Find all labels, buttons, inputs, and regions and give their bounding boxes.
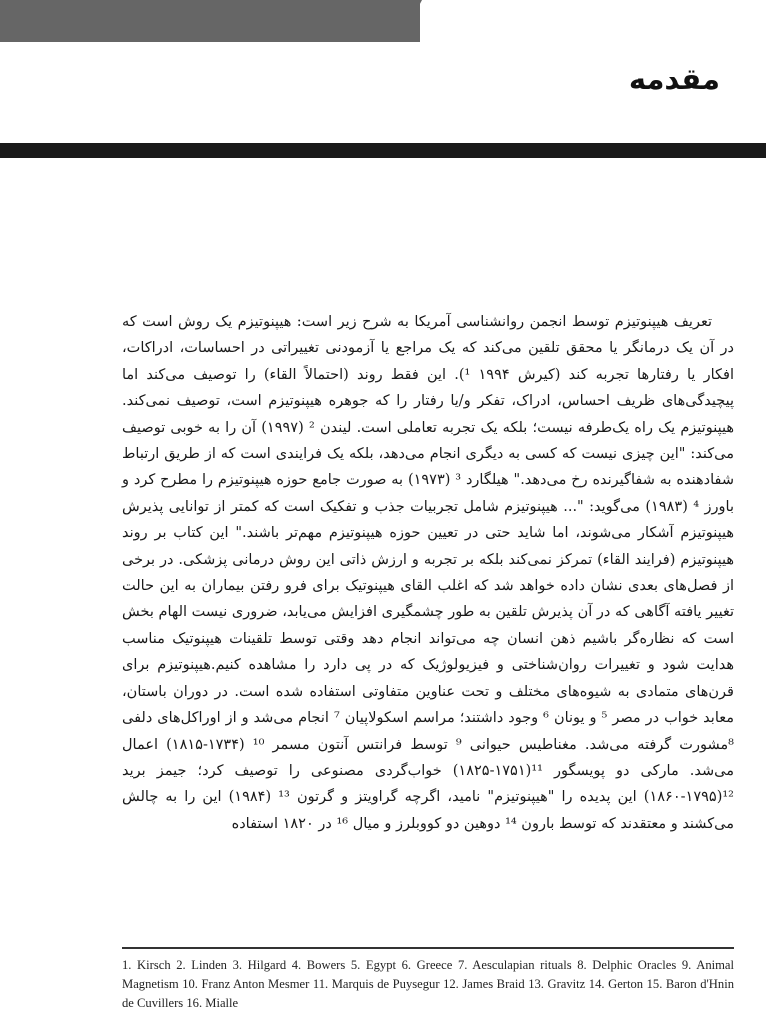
header-tab-bar	[0, 0, 420, 42]
body-text	[122, 309, 734, 837]
footnote-divider	[122, 947, 734, 949]
header-tab-corner	[400, 0, 422, 42]
header-rule	[0, 143, 766, 158]
footnotes: 1. Kirsch 2. Linden 3. Hilgard 4. Bowers 5. Egypt 6. Greece 7. Aesculapian rituals 8. Delphic Oracles 9. Animal Magnetism 10. Franz Anton Mesmer 11. Marquis de Puysegur 12. James Braid 13. Gravitz 14. Gerton 15. Baron d'Hnin de Cuvillers 16. Mialle	[122, 958, 734, 1010]
chapter-title: مقدمه	[628, 62, 720, 96]
body-paragraph: تعریف هیپنوتیزم توسط انجمن روانشناسی آمریکا به شرح زیر است: هیپنوتیزم یک روش است که در آن یک درمانگر یا محقق تلقین می‌کند که یک مراجع یا آزمودنی تغییراتی در احساسات، ادراکات، افکار یا رفتارها تجربه کند (کیرش ۱۹۹۴ ¹). این فقط روند (احتمالاً القاء) را توصیف می‌کند اما پیچیدگی‌های ظریف احساس، ادراک، تفکر و/یا رفتار را که جوهره هیپنوتیزم است، توصیف نمی‌کند. هیپنوتیزم یک راه یک‌طرفه نیست؛ بلکه یک تجربه تعاملی است. لیندن ² (۱۹۹۷) آن را به خوبی توصیف می‌کند: "این چیزی نیست که کسی به دیگری انجام می‌دهد، بلکه یک فرایندی است که از طریق ارتباط شفادهنده به شفاگیرنده رخ می‌دهد." هیلگارد ³ (۱۹۷۳) به صورت جامع حوزه هیپنوتیزم را مطرح کرد و باورز ⁴ (۱۹۸۳) می‌گوید: "... هیپنوتیزم شامل تجربیات جذب و تفکیک است که کمتر از توانایی پذیرش هیپنوتیزم آشکار می‌شوند، اما شاید حتی در تعیین حوزه هیپنوتیزم مهم‌تر باشند." این کتاب بر روند هیپنوتیزم (فرایند القاء) تمرکز نمی‌کند بلکه بر تجربه و ارزش ذاتی این روش درمانی پزشکی. در برخی از فصل‌های بعدی نشان داده خواهد شد که اغلب القای هیپنوتیک برای فرو رفتن بیماران به این حالت تغییر یافته آگاهی که در آن پذیرش تلقین به طور چشمگیری افزایش می‌یابد، ضروری نیست الهام بخش است که نظاره‌گر باشیم ذهن انسان چه می‌تواند انجام دهد وقتی توسط تلقینات هیپنوتیک مناسب هدایت شود و تغییرات روان‌شناختی و فیزیولوژیک که در پی دارد را مشاهده کنیم.هیپنوتیزم برای قرن‌های متمادی به شیوه‌های مختلف و تحت عناوین متفاوتی استفاده شده است. در دوران باستان، معابد خواب در مصر ⁵ و یونان ⁶ وجود داشتند؛ مراسم اسکولاپیان ⁷ انجام می‌شد و از اوراکل‌های دلفی ⁸مشورت گرفته می‌شد. مغناطیس حیوانی ⁹ توسط فرانتس آنتون مسمر ¹⁰ (۱۷۳۴-۱۸۱۵) اعمال می‌شد. مارکی دو پویسگور ¹¹(۱۷۵۱-۱۸۲۵) خواب‌گردی مصنوعی را توصیف کرد؛ جیمز برید ¹²(۱۷۹۵-۱۸۶۰) این پدیده را "هیپنوتیزم" نامید، اگرچه گراویتز و گرتون ¹³ (۱۹۸۴) این را به چالش می‌کشند و معتقدند که توسط بارون ¹⁴ دوهین دو کووبلرز و میال ¹⁶ در ۱۸۲۰ استفاده	[122, 314, 735, 832]
